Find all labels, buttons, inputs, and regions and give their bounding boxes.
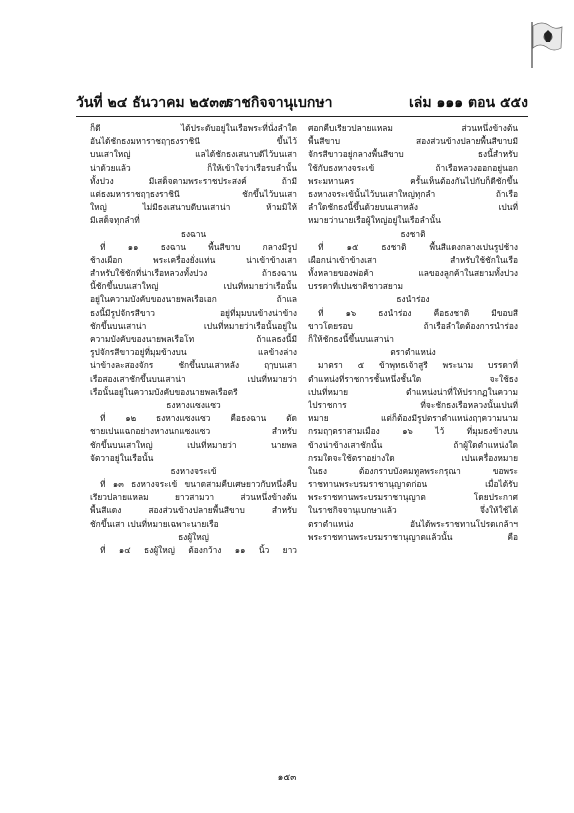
text-line: กรมฤๅตราสามเมือง ๑๖ ไว้ ที่มุมธงข้างบน [308, 426, 518, 437]
text-line: ธงหางจระเข้นั้นไว้บนเสาใหญ่ทุกลำ ถ้าเรือ [308, 188, 518, 199]
text-line: เรียวปลายแหลม ยาวสามวา ส่วนหนึ่งข้างต้น [90, 492, 297, 503]
text-line: ไปราชการ ที่จะชักธงเรือหลวงนั้นเปนที่ [308, 399, 518, 410]
text-line: น่าข้างละสองจักร ชักขึ้นบนเสาหลัง ฤๅบนเสา [90, 360, 297, 371]
text-line: อันได้ชักธงมหาราชฤๅธงราชินี ขึ้นไว้ [90, 136, 297, 147]
text-line: จัตวาอยู่ในเรือนั้น [90, 452, 154, 463]
text-line: ชักขึ้นเสา เปนที่หมายเฉพาะนายเรือ [90, 518, 219, 529]
text-line: ใช้กับธงหางจระเข้ ถ้าเรือหลวงออกอยู่นอก [308, 162, 518, 173]
text-line: ที่ ๑๔ ธงผู้ใหญ่ ต้องกว้าง ๑๑ นิ้ว ยาว [100, 545, 297, 555]
text-line: พื้นสีขาบ สองส่วนข้างปลายพื้นสีขาบมี [308, 136, 518, 147]
text-line: มาตรา ๕ ข้าพุทธเจ้าสูรี พระนาม บรรดาที่ [318, 360, 518, 371]
header-title: ราชกิจจานุเบกษา [226, 95, 333, 111]
text-line: มีเสด็จทุกลำที่ [90, 215, 140, 226]
text-line: หมาย แต่ก็ต้องมีรูปตราตำแหน่งฤๅความนาม [308, 413, 518, 424]
text-line: พื้นสีแดง สองส่วนข้างปลายพื้นสีขาบ สำหรับ [90, 505, 297, 516]
text-line: แต่ธงมหาราชฤๅธงราชินี ชักขึ้นไว้บนเสา [90, 188, 297, 199]
text-line: ความบังคับของนายพลเรือโท ถ้าแลธงนี้มี [90, 334, 297, 344]
text-line: พระราชทานพระบรมราชานุญาต โดยประกาศ [308, 492, 518, 503]
section-heading: ธงหางแซงแซว [166, 399, 221, 410]
text-line: เปนที่หมาย ตำแหน่งน่าที่ให้ปรากฏในความ [308, 386, 518, 397]
text-line: บรรดาที่เปนชาติชาวสยาม [308, 281, 404, 292]
text-line: เผือกน่าเข้าข้างเสา สำหรับใช้ชักในเรือ [308, 254, 518, 265]
text-line: กรมใดจะใช้ตราอย่างใด เปนเครื่องหมาย [308, 452, 518, 463]
text-line: เรือนั้นอยู่ในความบังคับของนายพลเรือตรี [90, 386, 238, 397]
text-line: ศอกคืบเรียวปลายแหลม ส่วนหนึ่งข้างต้น [308, 123, 518, 133]
text-line: ตำแหน่งที่ราชการชั้นหนึ่งชั้นใด จะใช้ธง [308, 373, 518, 384]
text-line: พระมหานคร ครั้นเห็นต้องกันไปกับก็ดีชักขึ้น [308, 175, 518, 186]
text-line: ตราตำแหน่ง อันได้พระราชทานโปรดเกล้าฯ [308, 518, 518, 529]
section-heading: ธงผู้ใหญ่ [178, 531, 209, 542]
text-line: ในราชกิจจานุเบกษาแล้ว จึ่งให้ใช้ได้ [308, 505, 518, 516]
text-line: ทั้งหลายของพ่อค้า แลของลูกค้าในสยามทั้งปวง [308, 268, 518, 279]
text-line: ช้างเผือก พระเครื่องยั่งแท่น น่าเข้าข้างเสา [90, 254, 297, 265]
text-line: ชายเปนแฉกอย่างหางนกแซงแซว สำหรับ [90, 426, 297, 437]
text-line: ทั้งปวง มีเสด็จตามพระราชประสงค์ ถ้ามี [90, 175, 297, 186]
text-line: สำหรับใช้ชักที่น่าเรือหลวงทั้งปวง ถ้าธงฉาน [90, 268, 297, 279]
text-line: ที่ ๑๖ ธงนำร่อง คือธงชาติ มีขอบสี [318, 307, 518, 318]
section-heading: ธงนำร่อง [396, 294, 430, 305]
text-line: รูปจักรสีขาวอยู่ที่มุมข้างบน แลข้างล่าง [90, 347, 297, 358]
text-line: ข้างน่าข้างเสาชักนั้น ถ้าผู้ใดตำแหน่งใด [308, 439, 518, 450]
text-line: ที่ ๑๑ ธงฉาน พื้นสีขาบ กลางมีรูป [100, 241, 297, 252]
section-heading: ธงฉาน [180, 228, 207, 239]
section-heading: ตราตำแหน่ง [390, 347, 436, 358]
text-line: ใหญ่ ไม่มีธงเสนาบดีบนเสาน่า ห้ามมิให้ [90, 202, 297, 213]
gazette-header [76, 92, 528, 114]
text-line: ที่ ๑๕ ธงชาติ พื้นสีแดงกลางเปนรูปช้าง [318, 241, 518, 252]
text-line: ที่ ๑๒ ธงหางแซงแซว คือธงฉาน ตัด [100, 413, 297, 424]
page-number: ๑๕๓ [277, 773, 297, 783]
text-line: พระราชทานพระบรมราชานุญาตแล้วนั้น คือ [308, 531, 518, 542]
text-line: ที่ ๑๓ ธงหางจระเข้ ขนาดสามคืบเศษยาวกับหนึ่งคืบ [100, 479, 297, 490]
text-line: อยู่ในความบังคับของนายพลเรือเอก ถ้าแล [90, 294, 297, 305]
section-heading: ธงชาติ [400, 228, 426, 239]
section-heading: ธงหางจระเข้ [170, 465, 217, 476]
garuda-flag-emblem [528, 18, 564, 70]
text-line: ในธง ต้องกราบบังคมทูลพระกรุณา ขอพระ [308, 465, 518, 476]
header-volume: เล่ม ๑๑๑ ตอน ๕๕ง [409, 95, 528, 111]
text-line: ลำใดชักธงนี้ขึ้นด้วยบนเสาหลัง เปนที่ [308, 202, 518, 213]
text-line: ชักขึ้นบนเสาใหญ่ เปนที่หมายว่า นายพล [90, 439, 297, 450]
text-line: จักรสีขาวอยู่กลางพื้นสีขาบ ธงนี้สำหรับ [308, 149, 518, 160]
left-column [90, 122, 297, 557]
header-date: วันที่ ๒๔ ธันวาคม ๒๕๓๗ [76, 95, 230, 111]
text-line: ราชทานพระบรมราชานุญาตก่อน เมื่อได้รับ [308, 479, 518, 490]
text-line: ก็ให้ชักธงนี้ขึ้นบนเสาน่า [308, 334, 394, 344]
right-column [308, 122, 518, 544]
text-line: ชักขึ้นบนเสาน่า เปนที่หมายว่าเรือนั้นอยู่ใน [90, 320, 297, 331]
text-line: น่าด้วยแล้ว ก็ให้เข้าใจว่าเรือรบลำนั้น [90, 162, 297, 173]
text-line: หมายว่านายเรือผู้ใหญ่อยู่ในเรือลำนั้น [308, 215, 441, 226]
header-rule [76, 116, 528, 117]
text-line: ก็ดี ได้ประดับอยู่ในเรือพระที่นั่งลำใด [90, 123, 297, 133]
text-line: เรือสองเสาชักขึ้นบนเสาน่า เปนที่หมายว่า [90, 373, 297, 384]
text-line: บนเสาใหญ่ แลได้ชักธงเสนาบดีไว้บนเสา [90, 149, 297, 160]
text-line: นี้ชักขึ้นบนเสาใหญ่ เปนที่หมายว่าเรือนั้น [90, 281, 297, 292]
text-line: ขาวโดยรอบ ถ้าเรือลำใดต้องการนำร่อง [308, 320, 518, 331]
text-line: ธงนี้มีรูปจักรสีขาว อยู่ที่มุมบนข้างน่าข้าง [90, 307, 297, 318]
